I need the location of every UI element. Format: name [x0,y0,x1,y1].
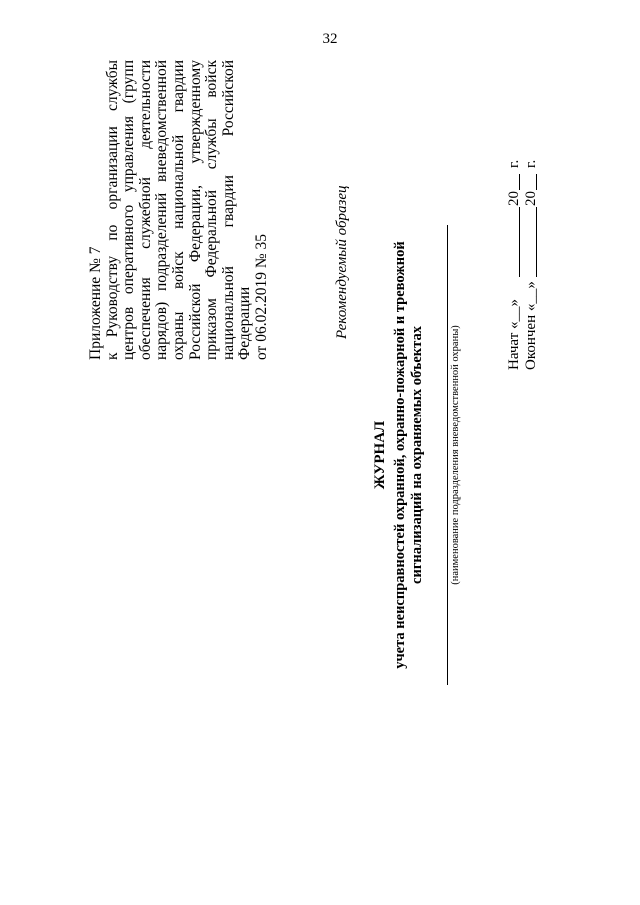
end-year-prefix: 20 [523,191,539,206]
start-year-blank [506,174,520,190]
start-row [506,70,523,370]
appendix-block [88,60,271,360]
subdivision-name-line [447,225,448,685]
end-label: Окончен «__» [523,281,539,370]
journal-subtitle: учета неисправностей охранной, охранно-пожарной и тревожной сигнализаций на охраняемых объектах [392,241,425,669]
start-label: Начат «__» [506,298,522,370]
period-block [506,70,540,370]
end-date-blank [523,207,537,277]
start-year-prefix: 20 [506,191,522,206]
subdivision-caption: (наименование подразделения вневедомственной охраны) [450,325,461,585]
journal-title: ЖУРНАЛ [372,420,388,490]
appendix-date: от 06.02.2019 № 35 [252,234,270,360]
end-year-suffix: г. [523,159,539,168]
start-year-suffix: г. [506,159,522,168]
end-year-blank [523,174,537,190]
page-number: 32 [322,31,338,47]
appendix-title: Приложение № 7 [87,246,104,360]
end-row [523,70,540,370]
appendix-body: к Руководству по организации службы центров оперативного управления (групп обеспечения служебной деятельности нарядов) подразделений вневедомственной охраны войск национальной гвардии Российской Федерации, утвержденному приказом Федеральной службы войск национальной гвардии Российской Федерации [103,60,254,360]
recommended-sample-label: Рекомендуемый образец [334,185,350,339]
start-date-blank [506,207,520,277]
